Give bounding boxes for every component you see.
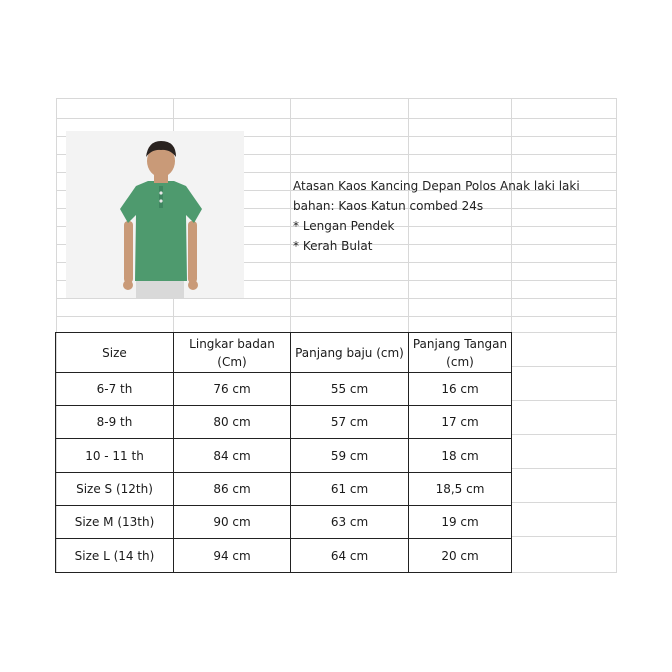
- boy-in-green-shirt-illustration: [66, 131, 244, 298]
- cell-length: 57 cm: [291, 406, 409, 439]
- table-row: [56, 539, 512, 573]
- cell-size: 8-9 th: [56, 406, 174, 439]
- cell-length: 64 cm: [291, 539, 409, 573]
- header-chest: Lingkar badan (Cm): [174, 333, 291, 373]
- description-material: bahan: Kaos Katun combed 24s: [293, 199, 484, 213]
- cell-sleeve: 18 cm: [409, 439, 512, 473]
- table-row: [56, 473, 512, 506]
- size-chart-table: [55, 332, 512, 573]
- description-title: Atasan Kaos Kancing Depan Polos Anak laki laki: [293, 179, 580, 193]
- cell-chest: 86 cm: [174, 473, 291, 506]
- cell-sleeve: 19 cm: [409, 506, 512, 539]
- cell-size: Size L (14 th): [56, 539, 174, 573]
- table-row: [56, 373, 512, 406]
- cell-size: Size S (12th): [56, 473, 174, 506]
- header-size: Size: [56, 333, 174, 373]
- description-collar: * Kerah Bulat: [293, 239, 373, 253]
- table-row: [56, 439, 512, 473]
- description-sleeve: * Lengan Pendek: [293, 219, 395, 233]
- cell-sleeve: 16 cm: [409, 373, 512, 406]
- cell-length: 59 cm: [291, 439, 409, 473]
- table-row: [56, 406, 512, 439]
- cell-chest: 94 cm: [174, 539, 291, 573]
- product-photo: [66, 131, 244, 298]
- cell-length: 55 cm: [291, 373, 409, 406]
- cell-length: 61 cm: [291, 473, 409, 506]
- cell-chest: 80 cm: [174, 406, 291, 439]
- cell-size: 6-7 th: [56, 373, 174, 406]
- cell-chest: 84 cm: [174, 439, 291, 473]
- cell-sleeve: 18,5 cm: [409, 473, 512, 506]
- cell-size: Size M (13th): [56, 506, 174, 539]
- table-row: [56, 506, 512, 539]
- cell-sleeve: 20 cm: [409, 539, 512, 573]
- cell-size: 10 - 11 th: [56, 439, 174, 473]
- cell-length: 63 cm: [291, 506, 409, 539]
- table-header-row: [56, 333, 512, 373]
- header-sleeve: Panjang Tangan (cm): [409, 333, 512, 373]
- header-length: Panjang baju (cm): [291, 333, 409, 373]
- cell-chest: 90 cm: [174, 506, 291, 539]
- cell-sleeve: 17 cm: [409, 406, 512, 439]
- cell-chest: 76 cm: [174, 373, 291, 406]
- product-description: [293, 176, 580, 256]
